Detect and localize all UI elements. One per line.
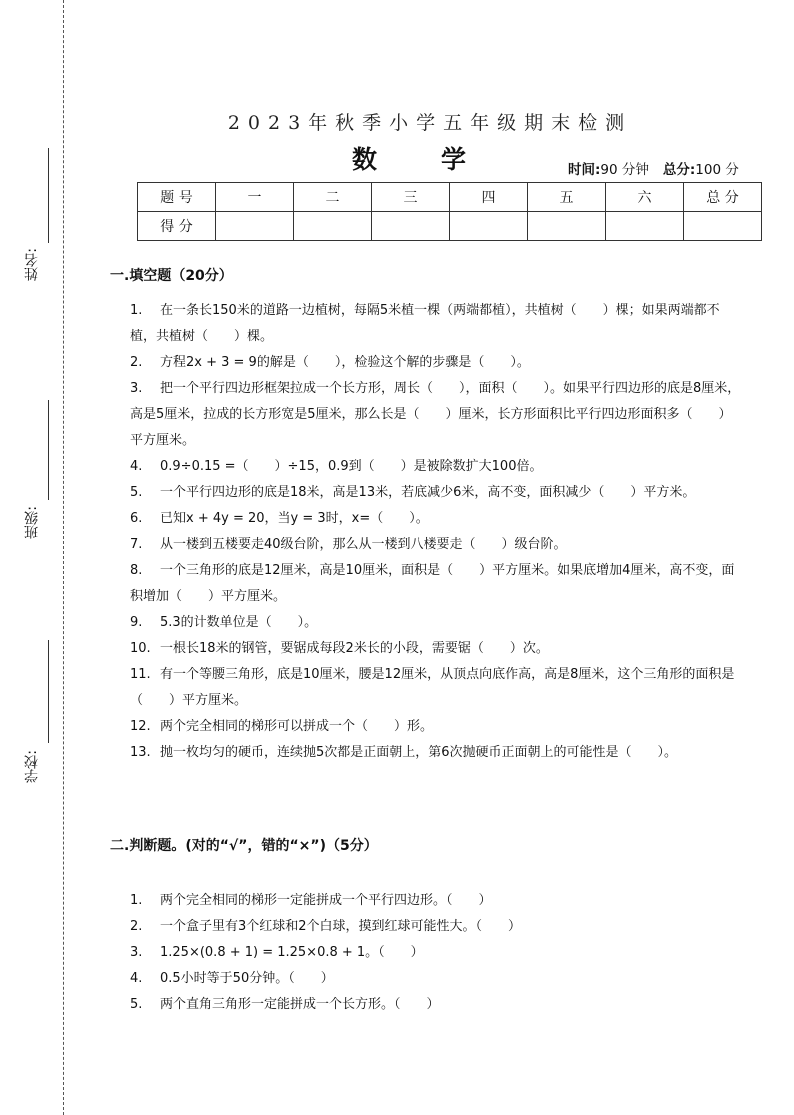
section1-title: 一.填空题（20分） bbox=[110, 268, 233, 284]
question-number: 3. bbox=[130, 381, 143, 396]
question-number: 3. bbox=[130, 945, 143, 960]
question-item bbox=[130, 740, 744, 766]
question-text: 有一个等腰三角形，底是10厘米，腰是12厘米，从顶点向底作高，高是8厘米，这个三角形的面积是（ ）平方厘米。 bbox=[130, 667, 735, 708]
question-number: 2. bbox=[130, 919, 143, 934]
question-text: 一个三角形的底是12厘米，高是10厘米，面积是（ ）平方厘米。如果底增加4厘米，高不变，面积增加（ ）平方厘米。 bbox=[130, 563, 735, 604]
question-number: 2. bbox=[130, 355, 143, 370]
question-item bbox=[130, 350, 744, 376]
header-cell: 一 bbox=[216, 183, 294, 212]
question-item bbox=[130, 610, 744, 636]
header-cell: 六 bbox=[606, 183, 684, 212]
question-text: 一根长18米的钢管，要锯成每段2米长的小段，需要锯（ ）次。 bbox=[160, 641, 549, 656]
score-cell[interactable] bbox=[294, 212, 372, 241]
question-item bbox=[130, 376, 744, 454]
question-text: 5.3的计数单位是（ ）。 bbox=[160, 615, 318, 630]
question-text: 0.9÷0.15 =（ ）÷15，0.9到（ ）是被除数扩大100倍。 bbox=[160, 459, 543, 474]
exam-title: 2023年秋季小学五年级期末检测 bbox=[227, 112, 633, 134]
question-number: 1. bbox=[130, 303, 143, 318]
question-number: 5. bbox=[130, 485, 143, 500]
question-text: 0.5小时等于50分钟。（ ） bbox=[160, 971, 334, 986]
total-value: 100 分 bbox=[695, 162, 739, 178]
header-cell: 五 bbox=[528, 183, 606, 212]
score-table-header-row bbox=[138, 183, 762, 212]
class-underline[interactable] bbox=[48, 400, 49, 500]
question-item bbox=[130, 714, 744, 740]
header-cell: 二 bbox=[294, 183, 372, 212]
question-text: 把一个平行四边形框架拉成一个长方形，周长（ ），面积（ ）。如果平行四边形的底是8厘米，高是5厘米，拉成的长方形宽是5厘米，那么长是（ ）厘米，长方形面积比平行四边形面积多（ ）平方厘米。 bbox=[130, 381, 741, 448]
name-underline[interactable] bbox=[48, 148, 49, 243]
header-cell: 四 bbox=[450, 183, 528, 212]
question-item bbox=[130, 298, 744, 350]
question-item bbox=[130, 888, 744, 914]
score-cell[interactable] bbox=[684, 212, 762, 241]
class-field bbox=[22, 400, 66, 545]
header-cell: 三 bbox=[372, 183, 450, 212]
score-cell[interactable] bbox=[450, 212, 528, 241]
score-row-label: 得 分 bbox=[138, 212, 216, 241]
question-number: 7. bbox=[130, 537, 143, 552]
exam-info bbox=[568, 158, 739, 178]
question-item bbox=[130, 454, 744, 480]
question-item bbox=[130, 662, 744, 714]
class-label: 班级: bbox=[24, 506, 40, 539]
time-label: 时间: bbox=[568, 162, 601, 178]
question-text: 两个直角三角形一定能拼成一个长方形。（ ） bbox=[160, 997, 440, 1012]
question-number: 13. bbox=[130, 745, 151, 760]
total-label: 总分: bbox=[662, 162, 696, 178]
question-number: 4. bbox=[130, 459, 143, 474]
school-field bbox=[22, 640, 66, 790]
question-text: 抛一枚均匀的硬币，连续抛5次都是正面朝上，第6次抛硬币正面朝上的可能性是（ ）。 bbox=[160, 745, 678, 760]
score-cell[interactable] bbox=[216, 212, 294, 241]
name-label: 姓名: bbox=[24, 248, 40, 281]
question-text: 从一楼到五楼要走40级台阶，那么从一楼到八楼要走（ ）级台阶。 bbox=[160, 537, 567, 552]
time-value: 90 分钟 bbox=[600, 162, 649, 178]
score-cell[interactable] bbox=[528, 212, 606, 241]
question-text: 方程2x + 3 = 9的解是（ ），检验这个解的步骤是（ ）。 bbox=[160, 355, 530, 370]
score-cell[interactable] bbox=[606, 212, 684, 241]
school-label: 学校: bbox=[24, 750, 40, 783]
school-underline[interactable] bbox=[48, 640, 49, 743]
question-text: 1.25×(0.8 + 1) = 1.25×0.8 + 1。（ ） bbox=[160, 945, 424, 960]
question-number: 8. bbox=[130, 563, 143, 578]
question-text: 一个盒子里有3个红球和2个白球，摸到红球可能性大。（ ） bbox=[160, 919, 522, 934]
header-cell: 总 分 bbox=[684, 183, 762, 212]
question-number: 4. bbox=[130, 971, 143, 986]
section2-questions bbox=[130, 888, 744, 1018]
question-item bbox=[130, 966, 744, 992]
question-item bbox=[130, 636, 744, 662]
question-item bbox=[130, 506, 744, 532]
question-item bbox=[130, 558, 744, 610]
score-table bbox=[137, 182, 762, 241]
question-number: 12. bbox=[130, 719, 151, 734]
question-text: 两个完全相同的梯形可以拼成一个（ ）形。 bbox=[160, 719, 434, 734]
question-text: 两个完全相同的梯形一定能拼成一个平行四边形。（ ） bbox=[160, 893, 492, 908]
question-item bbox=[130, 532, 744, 558]
question-text: 一个平行四边形的底是18米，高是13米，若底减少6米，高不变，面积减少（ ）平方米。 bbox=[160, 485, 696, 500]
subject-title: 数学 bbox=[352, 145, 531, 174]
question-number: 10. bbox=[130, 641, 151, 656]
question-number: 1. bbox=[130, 893, 143, 908]
question-number: 6. bbox=[130, 511, 143, 526]
question-text: 已知x + 4y = 20，当y = 3时，x=（ ）。 bbox=[160, 511, 429, 526]
question-number: 9. bbox=[130, 615, 143, 630]
question-item bbox=[130, 940, 744, 966]
question-text: 在一条长150米的道路一边植树，每隔5米植一棵（两端都植），共植树（ ）棵；如果两端都不植，共植树（ ）棵。 bbox=[130, 303, 720, 344]
section1-questions bbox=[130, 298, 744, 766]
question-item bbox=[130, 480, 744, 506]
question-number: 5. bbox=[130, 997, 143, 1012]
question-number: 11. bbox=[130, 667, 151, 682]
question-item bbox=[130, 914, 744, 940]
question-item bbox=[130, 992, 744, 1018]
score-cell[interactable] bbox=[372, 212, 450, 241]
name-field bbox=[22, 148, 66, 288]
section2-title: 二.判断题。(对的“√”，错的“×”)（5分） bbox=[110, 838, 378, 854]
header-cell: 题 号 bbox=[138, 183, 216, 212]
score-table-score-row bbox=[138, 212, 762, 241]
